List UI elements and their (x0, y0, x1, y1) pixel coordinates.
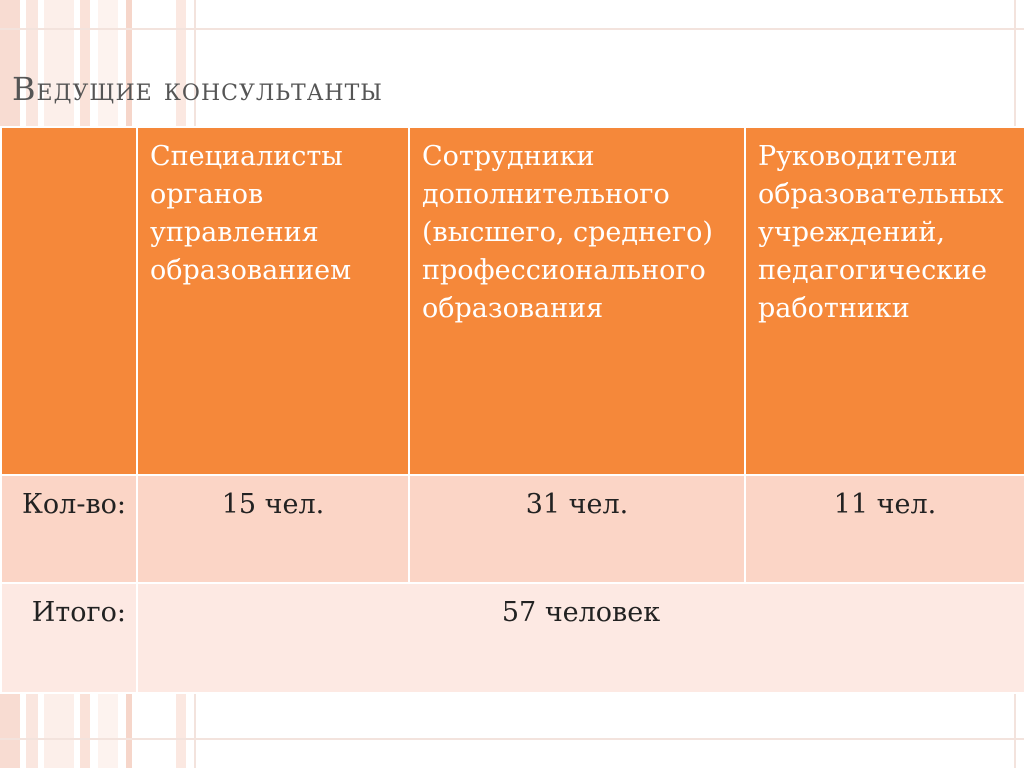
table-header-row (1, 127, 1024, 475)
table-row-total (1, 583, 1024, 693)
decor-line (0, 28, 1024, 30)
total-label: Итого: (1, 583, 137, 693)
header-cell-staff: Сотрудники дополнительного (высшего, среднего) профессионального образования (409, 127, 745, 475)
count-value-managers: 11 чел. (745, 475, 1024, 583)
count-value-staff: 31 чел. (409, 475, 745, 583)
total-value: 57 человек (137, 583, 1024, 693)
table-row-count (1, 475, 1024, 583)
decor-line (0, 738, 1024, 740)
header-cell-specialists: Специалисты органов управления образованием (137, 127, 409, 475)
consultants-table (0, 126, 1024, 694)
header-cell-managers: Руководители образовательных учреждений, педагогические работники (745, 127, 1024, 475)
header-corner-cell (1, 127, 137, 475)
count-label: Кол-во: (1, 475, 137, 583)
count-value-specialists: 15 чел. (137, 475, 409, 583)
slide-title: Ведущие консультанты (12, 70, 383, 108)
